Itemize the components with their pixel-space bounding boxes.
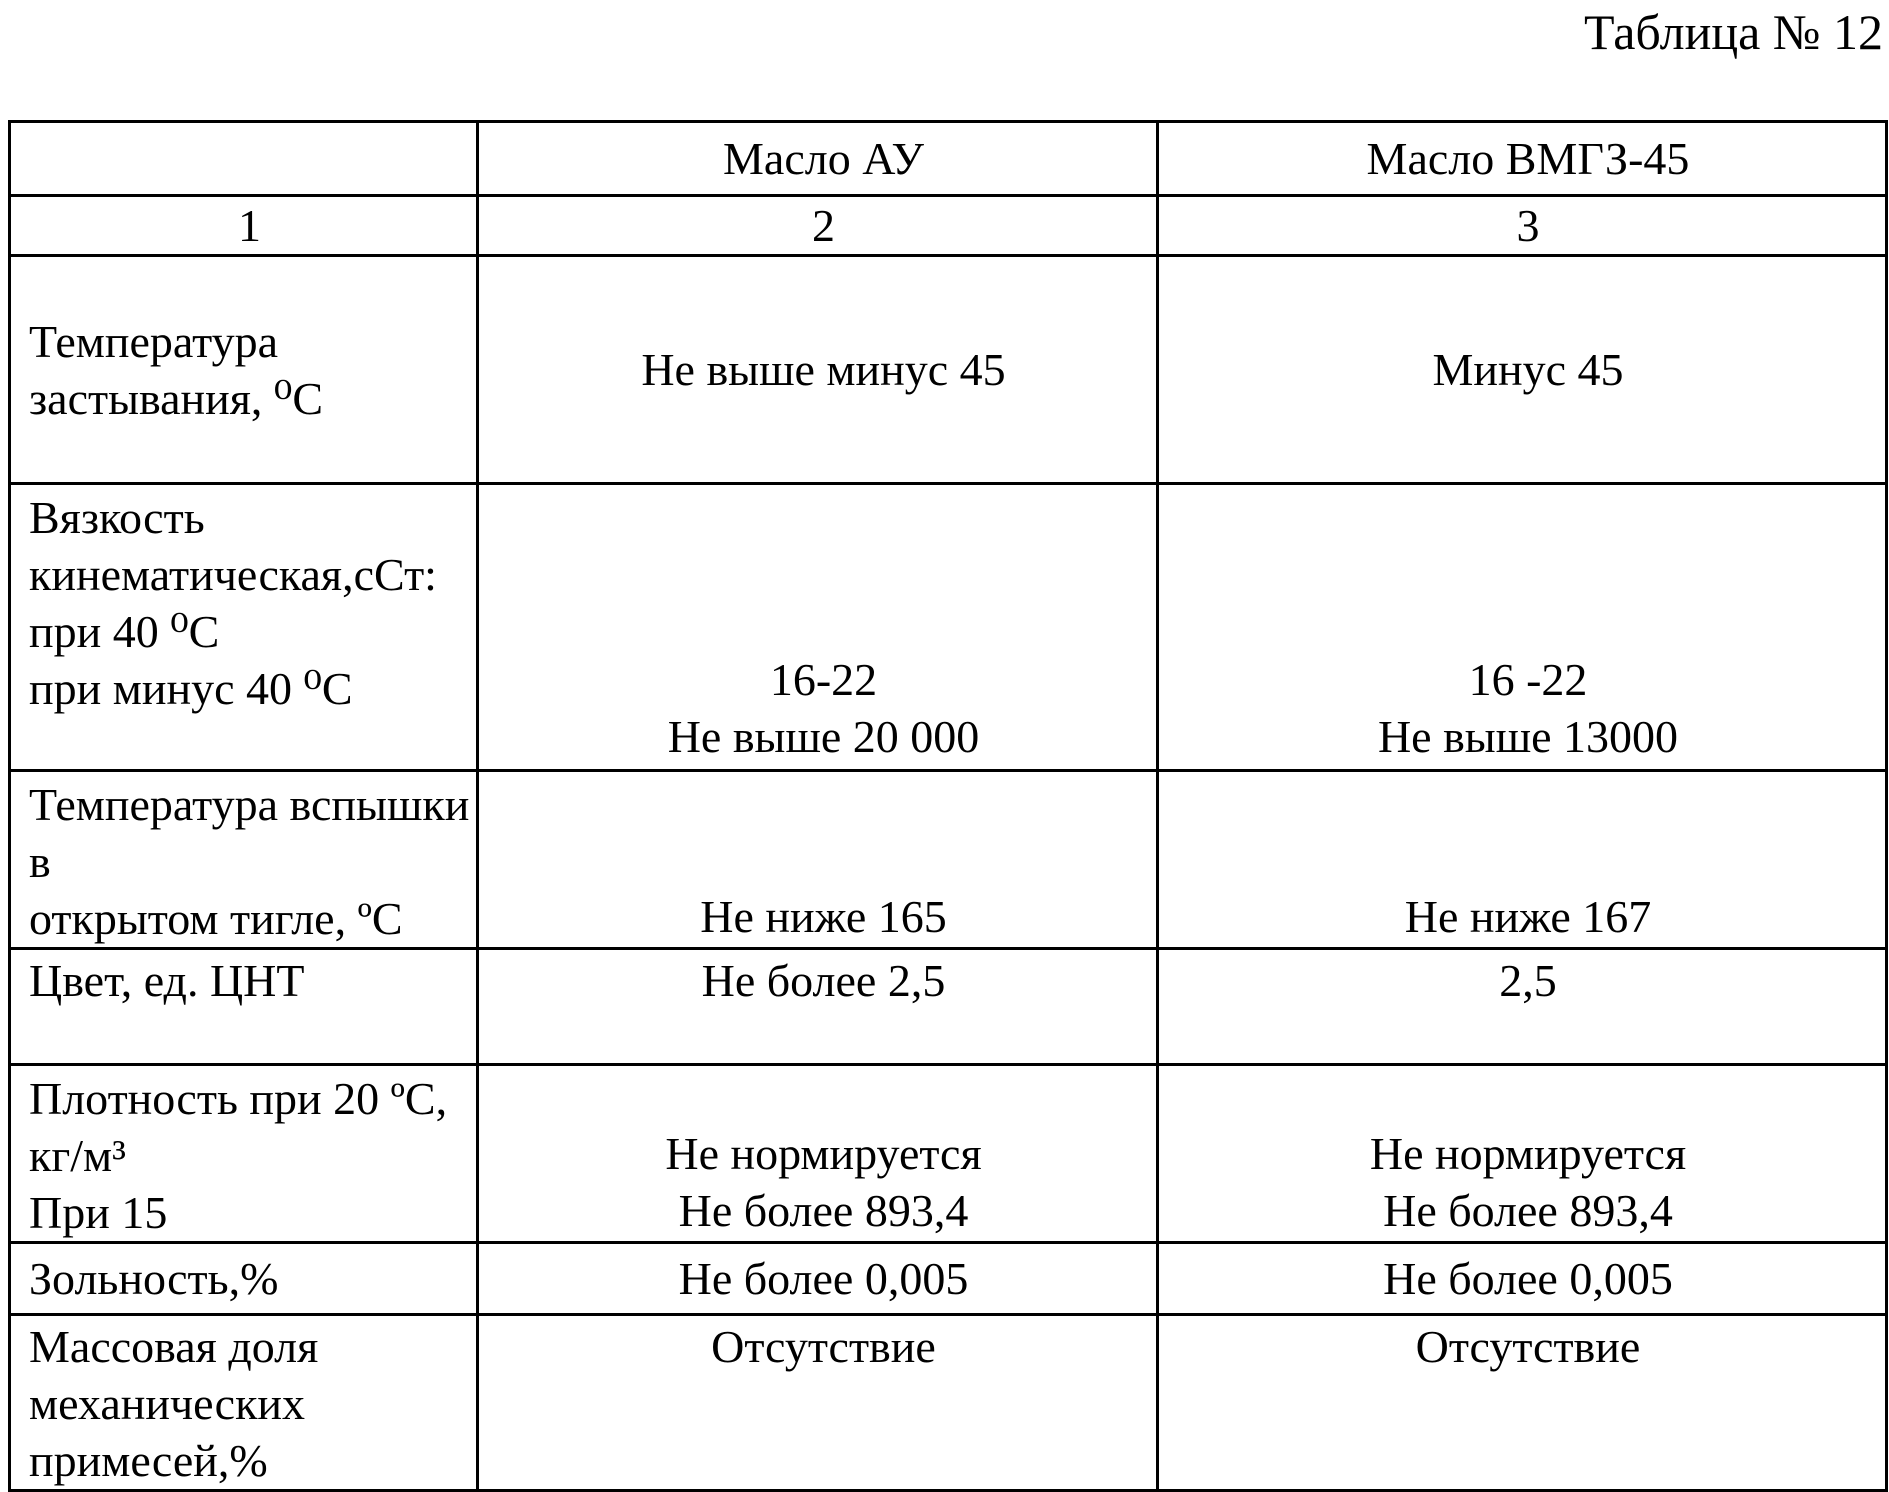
property-cell: Цвет, ед. ЦНТ [10, 949, 478, 1065]
table-row [10, 1065, 1887, 1243]
value-cell-oil-vmgz: Не нормируется Не более 893,4 [1158, 1065, 1887, 1243]
column-number-3: 3 [1158, 196, 1887, 256]
table-row [10, 1315, 1887, 1491]
table-header-row [10, 122, 1887, 196]
table-row [10, 771, 1887, 949]
value-cell-oil-vmgz: Не ниже 167 [1158, 771, 1887, 949]
table-row [10, 256, 1887, 484]
value-cell-oil-vmgz: 16 -22 Не выше 13000 [1158, 484, 1887, 771]
value-cell-oil-au: Не более 2,5 [478, 949, 1158, 1065]
value-cell-oil-au: Не нормируется Не более 893,4 [478, 1065, 1158, 1243]
property-cell: Температура вспышки в открытом тигле, ºС [10, 771, 478, 949]
table-title: Таблица № 12 [1583, 4, 1883, 60]
value-cell-oil-au: Отсутствие [478, 1315, 1158, 1491]
table-row [10, 1243, 1887, 1315]
column-number-2: 2 [478, 196, 1158, 256]
table-row [10, 484, 1887, 771]
property-cell: Плотность при 20 ºС, кг/м³ При 15 [10, 1065, 478, 1243]
property-cell: Вязкость кинематическая,сСт: при 40 ⁰С при минус 40 ⁰С [10, 484, 478, 771]
value-cell-oil-au: Не выше минус 45 [478, 256, 1158, 484]
header-cell-oil-vmgz: Масло ВМГЗ-45 [1158, 122, 1887, 196]
table-row [10, 949, 1887, 1065]
value-cell-oil-vmgz: Минус 45 [1158, 256, 1887, 484]
property-cell: Зольность,% [10, 1243, 478, 1315]
column-number-row [10, 196, 1887, 256]
column-number-1: 1 [10, 196, 478, 256]
value-cell-oil-vmgz: Отсутствие [1158, 1315, 1887, 1491]
oil-properties-table [8, 120, 1888, 1492]
header-cell-oil-au: Масло АУ [478, 122, 1158, 196]
value-cell-oil-au: 16-22 Не выше 20 000 [478, 484, 1158, 771]
value-cell-oil-au: Не более 0,005 [478, 1243, 1158, 1315]
value-cell-oil-vmgz: Не более 0,005 [1158, 1243, 1887, 1315]
header-cell-property [10, 122, 478, 196]
value-cell-oil-vmgz: 2,5 [1158, 949, 1887, 1065]
property-cell: Температура застывания, ⁰С [10, 256, 478, 484]
property-cell: Массовая доля механических примесей,% [10, 1315, 478, 1491]
value-cell-oil-au: Не ниже 165 [478, 771, 1158, 949]
